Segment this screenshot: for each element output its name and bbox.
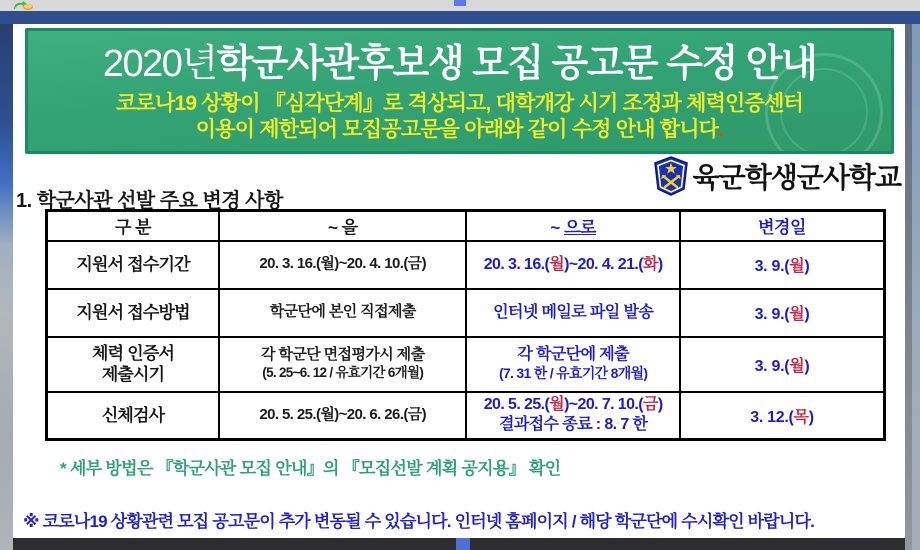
cell-before: 20. 3. 16.(월)~20. 4. 10.(금)	[219, 241, 466, 289]
army-shield-emblem-icon	[653, 156, 689, 196]
window-title-bar	[0, 11, 920, 24]
column-header: ~ 을	[219, 211, 466, 241]
table-row	[47, 337, 885, 392]
notice-title	[28, 42, 891, 86]
cell-category: 지원서 접수방법	[47, 289, 220, 337]
cell-before: 20. 5. 25.(월)~20. 6. 26.(금)	[219, 392, 466, 440]
window-left-margin	[0, 24, 13, 550]
notice-title-main: 학군사관후보생 모집 공고문 수정 안내	[216, 43, 817, 85]
cell-after: 20. 3. 16.(월)~20. 4. 21.(화)	[466, 241, 680, 289]
footnote: * 세부 방법은 『학군사관 모집 안내』의 『모집선발 계획 공지용』 확인	[60, 459, 561, 478]
cell-after: 각 학군단에 제출 (7. 31 한 / 유효기간 8개월)	[466, 337, 680, 392]
viewer-bottom-marker	[456, 538, 470, 550]
change-table	[45, 209, 886, 441]
notice-title-year: 2020년	[102, 43, 217, 85]
cell-category: 신체검사	[47, 392, 220, 440]
table-row	[47, 241, 885, 289]
viewer-bottom-bar	[13, 538, 905, 550]
cell-category: 지원서 접수기간	[47, 241, 220, 289]
table-row	[47, 392, 885, 440]
cell-before: 학군단에 본인 직접제출	[219, 289, 466, 337]
cell-change-date: 3. 9.(월)	[680, 337, 884, 392]
cell-change-date: 3. 9.(월)	[680, 241, 884, 289]
table-header-row	[47, 211, 885, 241]
window-accent-mark	[454, 0, 466, 6]
notice-subtitle-line2: 이용이 제한되어 모집공고문을 아래와 같이 수정 안내 합니다.	[195, 118, 724, 142]
org-name: 육군학생군사학교	[692, 162, 901, 193]
notice-header-banner	[25, 28, 894, 154]
cell-change-date: 3. 12.(목)	[680, 392, 884, 440]
column-header: ~ 으로	[466, 211, 680, 241]
change-table-body	[47, 211, 885, 440]
subtitle-period: .	[718, 118, 724, 142]
column-header: 구 분	[47, 211, 220, 241]
cell-before: 각 학군단 면접평가시 제출 (5. 25~6. 12 / 유효기간 6개월)	[219, 337, 466, 392]
window-top-strip	[0, 0, 920, 11]
notice-subtitle	[28, 91, 891, 144]
notice-document	[13, 24, 905, 550]
app-toolbar-icon[interactable]	[12, 0, 34, 10]
notice-subtitle-line1: 코로나19 상황이 『심각단계』로 격상되고, 대학개강 시기 조정과 체력인증센터	[115, 92, 803, 115]
section-title: 1. 학군사관 선발 주요 변경 사항	[16, 190, 283, 212]
column-header: 변경일	[680, 211, 884, 241]
table-row	[47, 289, 885, 337]
window-right-margin	[905, 24, 920, 550]
cell-category: 체력 인증서 제출시기	[47, 337, 220, 392]
cell-change-date: 3. 9.(월)	[680, 289, 884, 337]
cell-after: 인터넷 메일로 파일 발송	[466, 289, 680, 337]
cell-after: 20. 5. 25.(월)~20. 7. 10.(금) 결과접수 종료 : 8. 7 한	[466, 392, 680, 440]
covid-notice: ※ 코로나19 상황관련 모집 공고문이 추가 변동될 수 있습니다. 인터넷 홈페이지 / 해당 학군단에 수시확인 바랍니다.	[23, 512, 815, 531]
org-block	[653, 156, 901, 196]
